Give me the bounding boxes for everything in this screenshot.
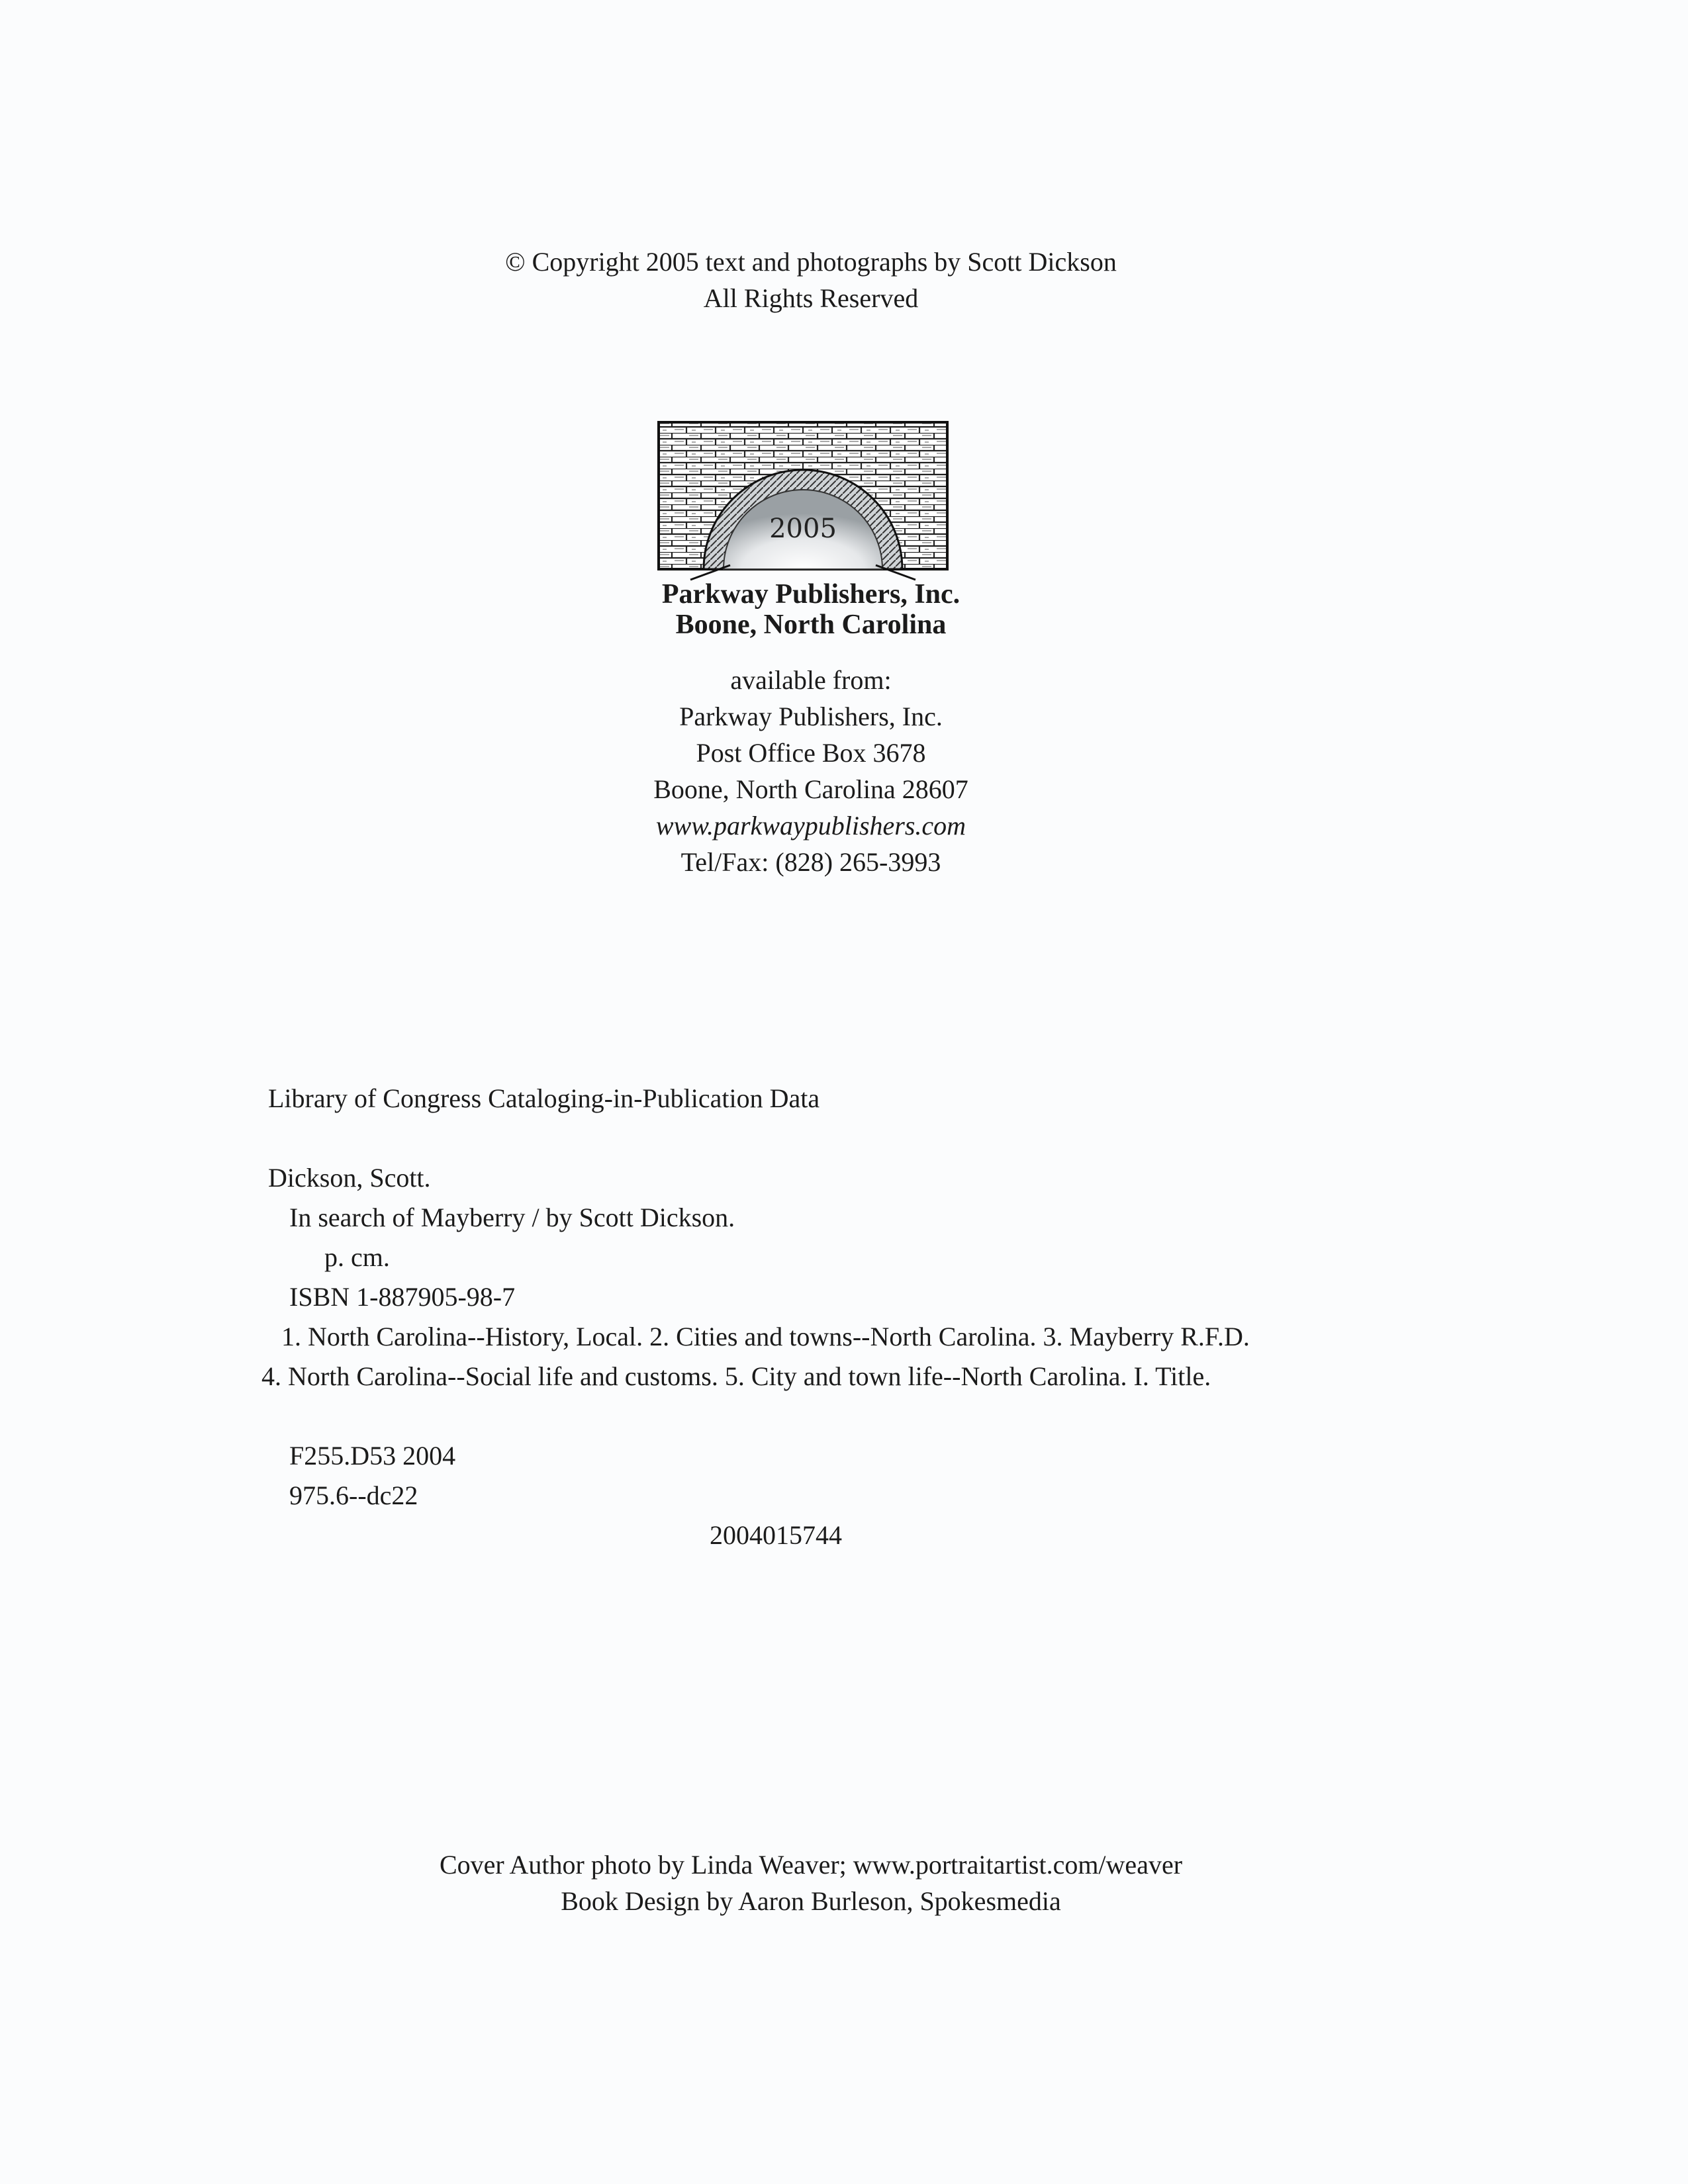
cip-dewey: 975.6--dc22	[289, 1480, 418, 1510]
design-credit: Book Design by Aaron Burleson, Spokesmedia	[561, 1886, 1061, 1916]
cip-author: Dickson, Scott.	[268, 1163, 431, 1193]
availability-city: Boone, North Carolina 28607	[653, 774, 968, 804]
cip-physical: p. cm.	[324, 1242, 390, 1272]
cip-subjects-line1: 1. North Carolina--History, Local. 2. Cities and towns--North Carolina. 3. Mayberry R.F.D.	[281, 1322, 1250, 1351]
publisher-name: Parkway Publishers, Inc.	[661, 579, 961, 610]
rights-line: All Rights Reserved	[703, 283, 919, 313]
availability-block	[0, 662, 1622, 880]
availability-heading: available from:	[730, 665, 892, 695]
credits-block	[0, 1846, 1622, 1919]
availability-name: Parkway Publishers, Inc.	[679, 702, 943, 731]
cip-isbn: ISBN 1-887905-98-7	[289, 1282, 516, 1312]
copyright-line: © Copyright 2005 text and photographs by Scott Dickson	[505, 247, 1117, 277]
logo-year: 2005	[769, 514, 837, 544]
publisher-location: Boone, North Carolina	[675, 610, 947, 640]
availability-po-box: Post Office Box 3678	[696, 738, 926, 768]
publisher-block	[0, 579, 1622, 640]
cip-lccn: 2004015744	[710, 1520, 842, 1550]
availability-phone: Tel/Fax: (828) 265-3993	[680, 847, 941, 877]
availability-website: www.parkwaypublishers.com	[655, 811, 966, 841]
cip-lc-class: F255.D53 2004	[289, 1441, 456, 1471]
cip-heading: Library of Congress Cataloging-in-Publication Data	[268, 1083, 820, 1113]
publisher-logo	[657, 421, 949, 582]
cip-subjects-line2: 4. North Carolina--Social life and customs. 5. City and town life--North Carolina. I. Title.	[261, 1361, 1211, 1391]
photo-credit: Cover Author photo by Linda Weaver; www.portraitartist.com/weaver	[439, 1850, 1183, 1880]
copyright-block	[0, 244, 1622, 316]
cip-title: In search of Mayberry / by Scott Dickson.	[289, 1203, 735, 1232]
